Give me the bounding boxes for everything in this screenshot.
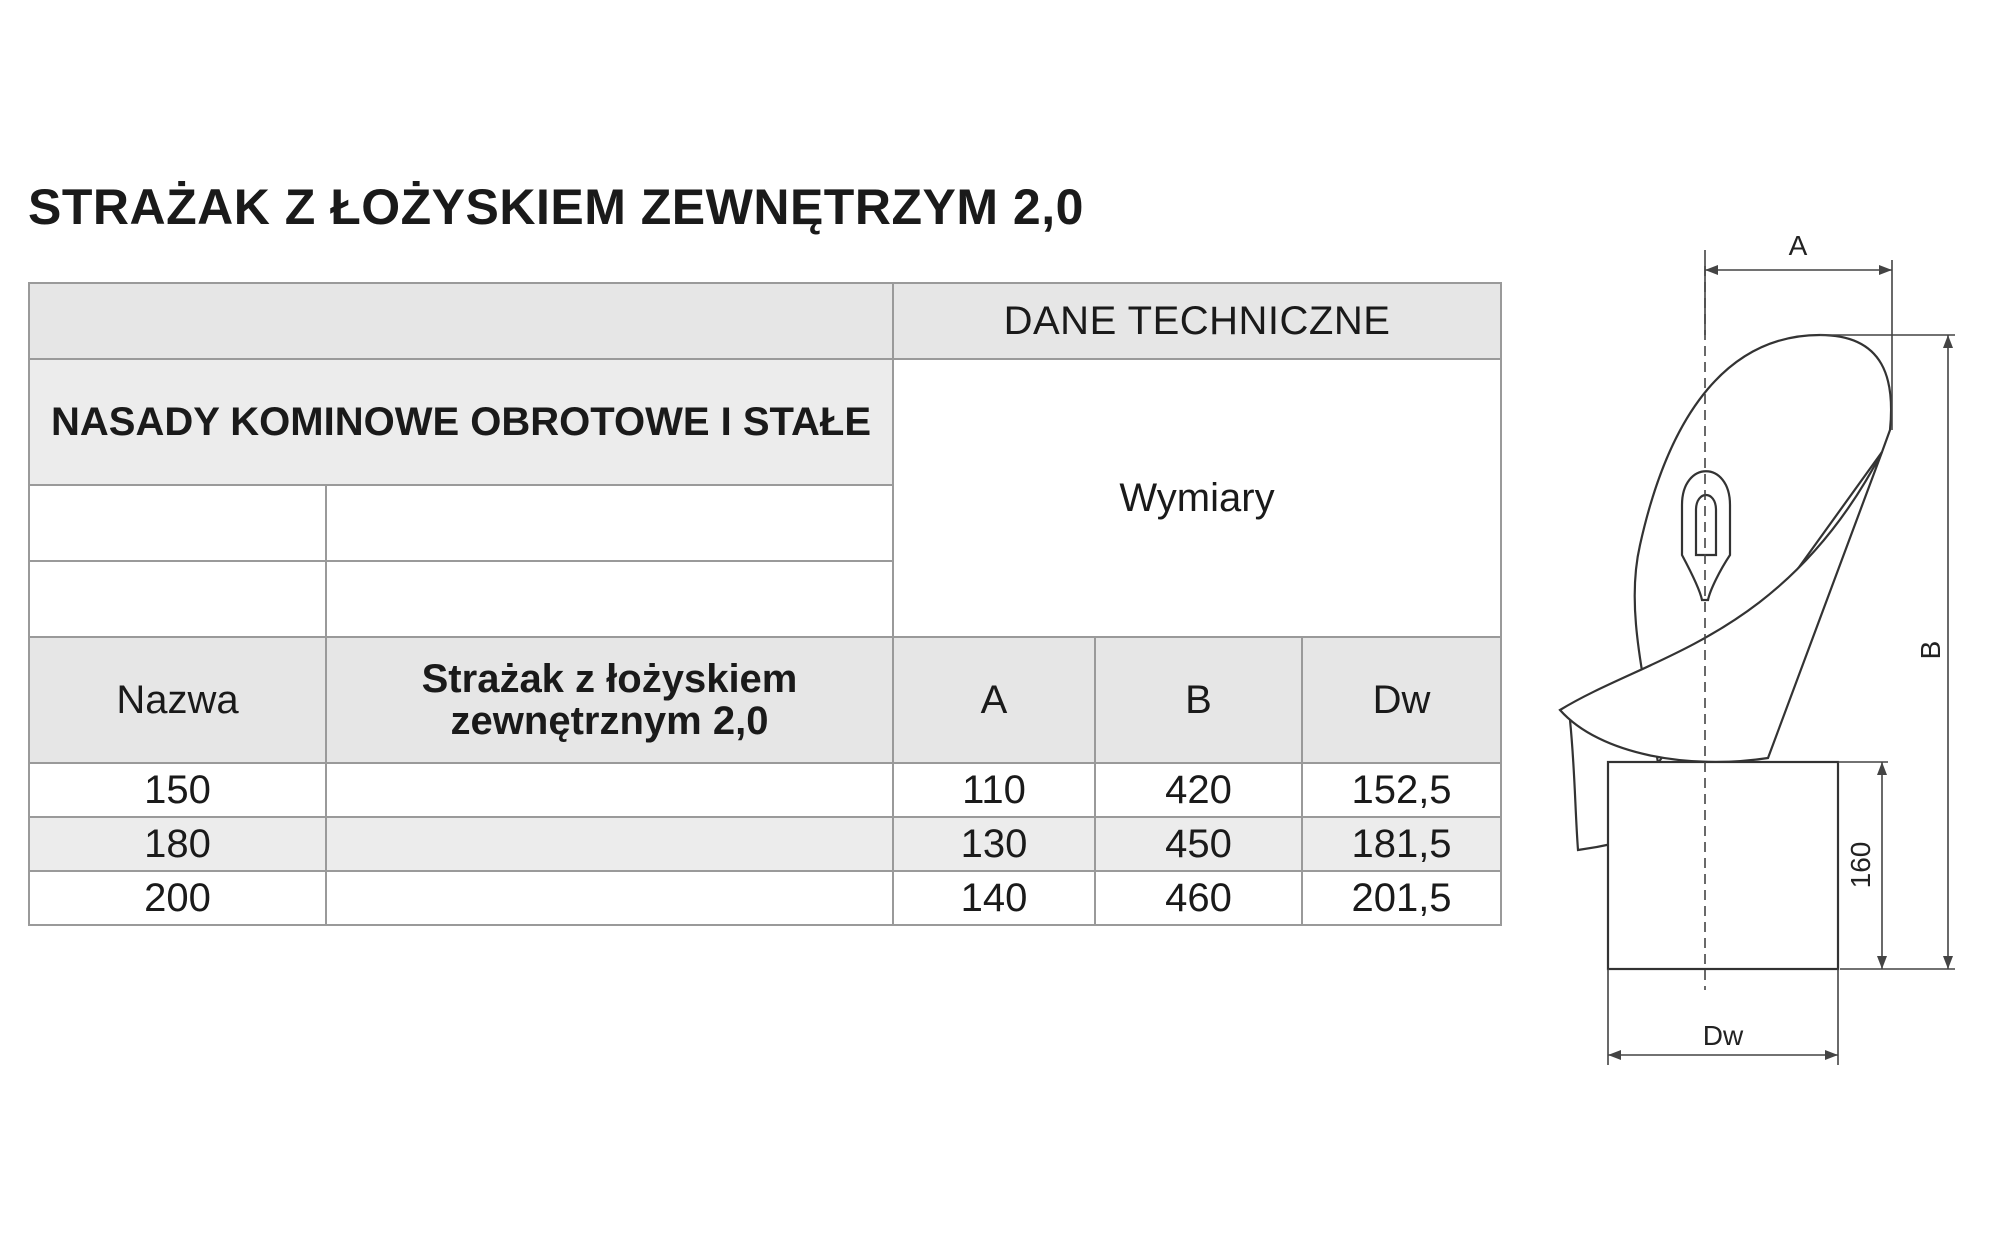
empty-cell (29, 485, 326, 561)
cell-a: 130 (893, 817, 1095, 871)
empty-cell (29, 561, 326, 637)
dimension-a-label: A (1788, 230, 1808, 261)
cell-b: 420 (1095, 763, 1302, 817)
page-title: STRAŻAK Z ŁOŻYSKIEM ZEWNĘTRZYM 2,0 (28, 179, 1084, 235)
table-row (29, 871, 1501, 925)
cell-dw: 152,5 (1302, 763, 1501, 817)
spec-table (28, 282, 1502, 926)
cell-product (326, 871, 893, 925)
cell-name: 180 (29, 817, 326, 871)
group-header: NASADY KOMINOWE OBROTOWE I STAŁE (29, 359, 893, 485)
cell-b: 460 (1095, 871, 1302, 925)
dimensions-label: Wymiary (893, 359, 1501, 637)
col-header-a: A (893, 637, 1095, 763)
cell-dw: 201,5 (1302, 871, 1501, 925)
chimney-cowl-diagram (1530, 210, 1980, 1080)
cell-product (326, 763, 893, 817)
cell-a: 110 (893, 763, 1095, 817)
cell-dw: 181,5 (1302, 817, 1501, 871)
cowl-outline (1560, 335, 1891, 969)
table-row (29, 817, 1501, 871)
empty-cell (326, 561, 893, 637)
dimension-b-label: B (1915, 640, 1946, 660)
cell-name: 200 (29, 871, 326, 925)
col-header-b: B (1095, 637, 1302, 763)
empty-cell (326, 485, 893, 561)
col-header-product: Strażak z łożyskiem zewnętrznym 2,0 (326, 637, 893, 763)
cell-b: 450 (1095, 817, 1302, 871)
cell-name: 150 (29, 763, 326, 817)
blank-header-cell (29, 283, 893, 359)
dimension-dw-label: Dw (1702, 1020, 1744, 1051)
col-header-name: Nazwa (29, 637, 326, 763)
cell-product (326, 817, 893, 871)
table-row (29, 763, 1501, 817)
cell-a: 140 (893, 871, 1095, 925)
col-header-dw: Dw (1302, 637, 1501, 763)
section-header: DANE TECHNICZNE (893, 283, 1501, 359)
dimension-height-label: 160 (1845, 841, 1876, 889)
